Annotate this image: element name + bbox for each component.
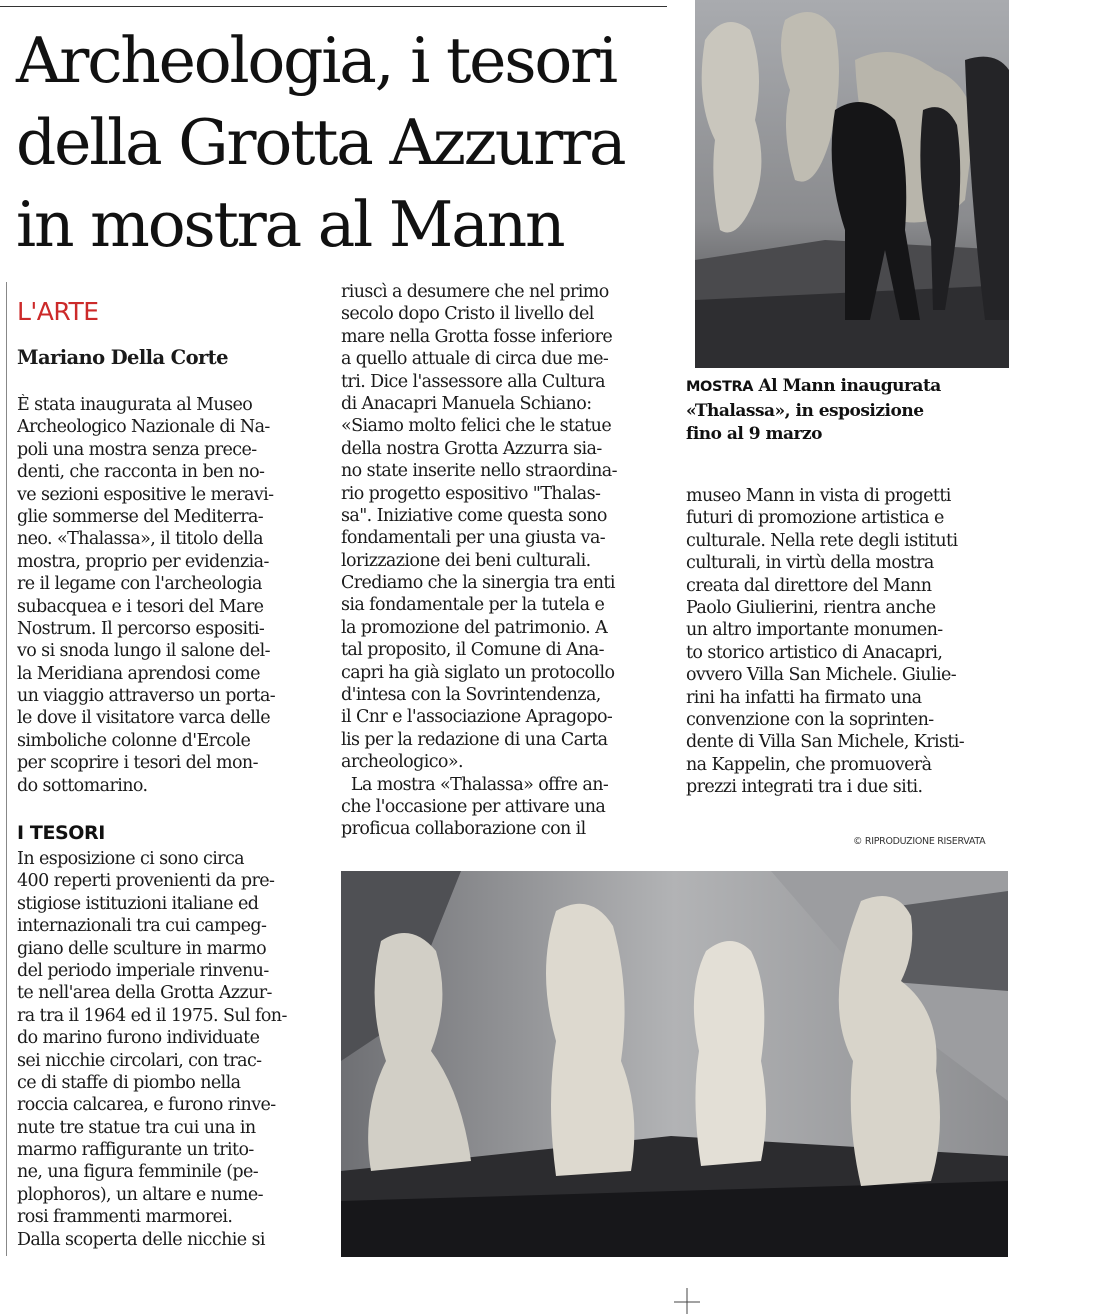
text-line: le dove il visitatore varca delle (17, 708, 270, 729)
author-byline: Mariano Della Corte (17, 346, 228, 369)
text-line: simboliche colonne d'Ercole (17, 730, 251, 751)
text-line: proficua collaborazione con il (341, 819, 586, 840)
text-line: tri. Dice l'assessore alla Cultura (341, 371, 605, 392)
text-line: In esposizione ci sono circa (17, 849, 244, 869)
text-line: neo. «Thalassa», il titolo della (17, 529, 263, 550)
body-column-1-part-2 (17, 848, 317, 1251)
text-line: roccia calcarea, e furono rinve- (17, 1095, 276, 1116)
text-line: È stata inaugurata al Museo (17, 395, 253, 415)
text-line: riuscì a desumere che nel primo (341, 282, 609, 302)
text-line: la promozione del patrimonio. A (341, 617, 608, 638)
text-line: un viaggio attraverso un porta- (17, 686, 276, 707)
text-line: nute tre statue tra cui una in (17, 1117, 256, 1138)
text-line: 400 reperti provenienti da pre- (17, 871, 275, 892)
text-line: la Meridiana aprendosi come (17, 663, 260, 684)
text-line: del periodo imperiale rinvenu- (17, 960, 269, 981)
text-line: lorizzazione dei beni culturali. (341, 550, 591, 571)
text-line: a quello attuale di circa due me- (341, 349, 609, 370)
text-line: tal proposito, il Comune di Ana- (341, 640, 604, 661)
text-line: sa". Iniziative come questa sono (341, 505, 607, 526)
text-line: di Anacapri Manuela Schiano: (341, 393, 592, 414)
text-line: dente di Villa San Michele, Kristi- (686, 732, 965, 753)
body-column-1-part-1 (17, 394, 317, 797)
column-rule (6, 282, 7, 1256)
text-line: glie sommerse del Mediterra- (17, 506, 264, 527)
text-line: rini ha infatti ha firmato una (686, 687, 922, 708)
text-line: ve sezioni espositive le meravi- (17, 484, 274, 505)
headline-line: della Grotta Azzurra (16, 106, 625, 179)
text-line: archeologico». (341, 752, 463, 773)
text-line: do marino furono individuate (17, 1028, 260, 1049)
section-subhead: I TESORI (17, 822, 105, 844)
text-line: giano delle sculture in marmo (17, 938, 267, 959)
text-line: re il legame con l'archeologia (17, 574, 262, 595)
text-line: marmo raffigurante un trito- (17, 1140, 254, 1161)
caption-text: fino al 9 marzo (686, 424, 822, 444)
text-line: no state inserite nello straordina- (341, 461, 617, 482)
text-line: vo si snoda lungo il salone del- (17, 641, 270, 662)
text-line: Crediamo che la sinergia tra enti (341, 573, 615, 594)
text-line: il Cnr e l'associazione Apragopo- (341, 707, 613, 728)
text-line: lis per la redazione di una Carta (341, 729, 608, 750)
body-column-2 (341, 281, 661, 841)
text-line: te nell'area della Grotta Azzur- (17, 983, 272, 1004)
crop-mark (672, 1288, 702, 1314)
text-line: do sottomarino. (17, 775, 148, 796)
text-line: culturale. Nella rete degli istituti (686, 530, 958, 551)
text-line: futuri di promozione artistica e (686, 508, 944, 529)
text-line: museo Mann in vista di progetti (686, 486, 951, 506)
text-line: della nostra Grotta Azzurra sia- (341, 438, 602, 459)
text-line: internazionali tra cui campeg- (17, 916, 267, 937)
text-line: ovvero Villa San Michele. Giulie- (686, 665, 957, 686)
text-line: Dalla scoperta delle nicchie si (17, 1229, 265, 1250)
caption-text: «Thalassa», in esposizione (686, 400, 924, 421)
text-line: per scoprire i tesori del mon- (17, 753, 258, 774)
text-line: mare nella Grotta fosse inferiore (341, 326, 613, 347)
text-line: ne, una figura femminile (pe- (17, 1162, 259, 1183)
text-line: Archeologico Nazionale di Na- (17, 417, 270, 438)
text-line: sei nicchie circolari, con trac- (17, 1050, 262, 1071)
text-line: to storico artistico di Anacapri, (686, 642, 943, 663)
text-line: poli una mostra senza prece- (17, 439, 257, 460)
text-line: secolo dopo Cristo il livello del (341, 304, 594, 325)
text-line: plophoros), un altare e nume- (17, 1184, 263, 1205)
text-line: denti, che racconta in ben no- (17, 462, 265, 483)
headline-line: in mostra al Mann (16, 188, 564, 261)
text-line: che l'occasione per attivare una (341, 796, 606, 817)
text-line: culturali, in virtù della mostra (686, 553, 934, 574)
text-line: subacquea e i tesori del Mare (17, 596, 264, 617)
text-line: na Kappelin, che promuoverà (686, 754, 932, 775)
headline-line: Archeologia, i tesori (16, 24, 616, 97)
text-line: d'intesa con la Sovrintendenza, (341, 685, 601, 706)
text-line: prezzi integrati tra i due siti. (686, 777, 923, 798)
text-line: capri ha già siglato un protocollo (341, 662, 615, 683)
body-column-3 (686, 485, 1010, 798)
text-line: un altro importante monumen- (686, 620, 943, 641)
exhibition-visitors-photo (695, 0, 1009, 368)
copyright-notice: © RIPRODUZIONE RISERVATA (853, 836, 986, 847)
caption-text: Al Mann inaugurata (753, 376, 941, 396)
text-line: stigiose istituzioni italiane ed (17, 893, 259, 914)
section-kicker: L'ARTE (17, 297, 99, 326)
text-line: «Siamo molto felici che le statue (341, 416, 612, 437)
text-line: La mostra «Thalassa» offre an- (341, 774, 609, 795)
headline (16, 20, 681, 266)
text-line: creata dal direttore del Mann (686, 575, 932, 596)
text-line: ra tra il 1964 ed il 1975. Sul fon- (17, 1005, 287, 1026)
text-line: fondamentali per una giusta va- (341, 528, 606, 549)
text-line: convenzione con la soprinten- (686, 709, 934, 730)
caption-label: MOSTRA (686, 379, 754, 395)
text-line: sia fondamentale per la tutela e (341, 595, 605, 616)
text-line: ce di staffe di piombo nella (17, 1072, 241, 1093)
text-line: rio progetto espositivo "Thalas- (341, 483, 601, 504)
text-line: Paolo Giulierini, rientra anche (686, 597, 936, 618)
text-line: Nostrum. Il percorso espositi- (17, 618, 265, 639)
statues-photo (341, 871, 1008, 1257)
photo-caption (686, 375, 1016, 447)
text-line: rosi frammenti marmorei. (17, 1207, 233, 1228)
text-line: mostra, proprio per evidenzia- (17, 551, 269, 572)
top-rule (0, 6, 667, 7)
